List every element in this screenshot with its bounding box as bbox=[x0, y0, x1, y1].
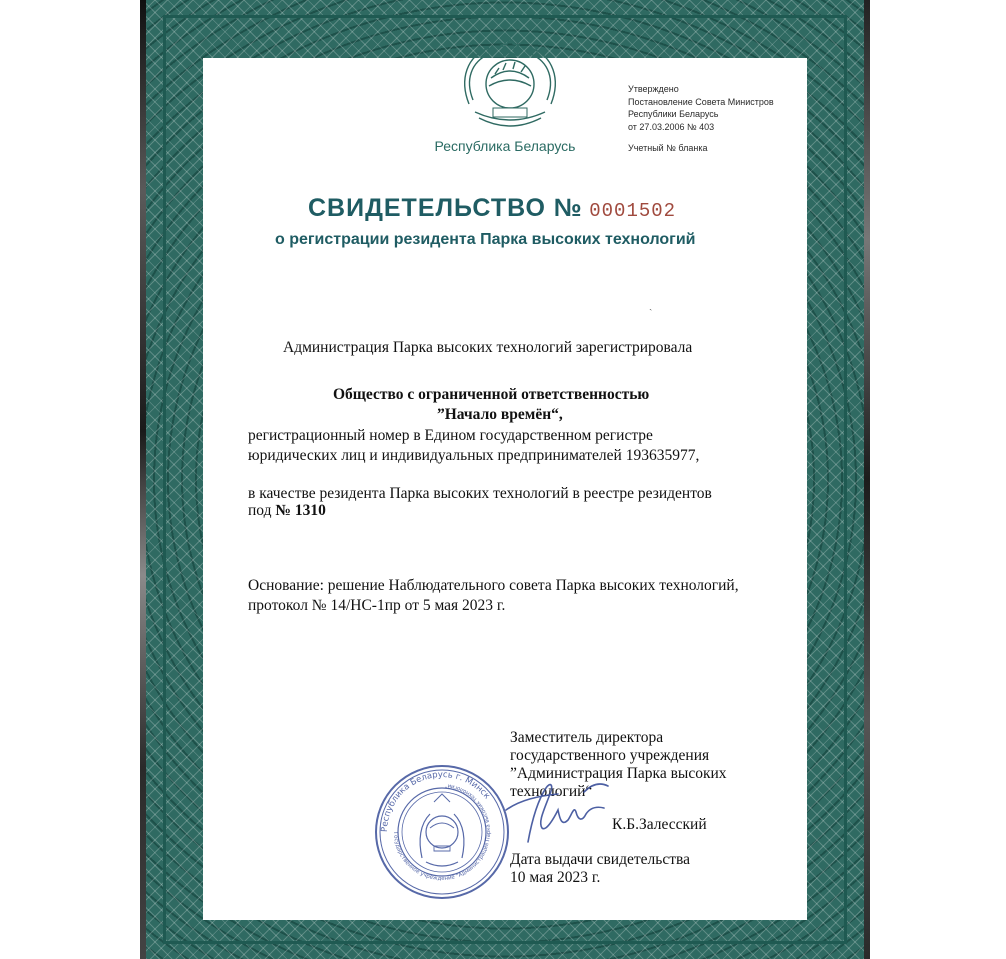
signatory-name: К.Б.Залесский bbox=[612, 816, 707, 833]
resident-line-1: в качестве резидента Парка высоких технологий в реестре резидентов bbox=[248, 485, 712, 502]
signatory-title-2: государственного учреждения bbox=[510, 747, 710, 764]
resident-under: под bbox=[248, 502, 272, 519]
signatory-title-4: технологий“ bbox=[510, 783, 593, 800]
issue-date: 10 мая 2023 г. bbox=[510, 869, 601, 886]
approval-note bbox=[628, 83, 808, 133]
state-emblem-icon bbox=[455, 34, 565, 139]
company-name: ”Начало времён“, bbox=[437, 406, 563, 423]
stamp-outer-text: Республика Беларусь г. Минск bbox=[379, 769, 492, 833]
approval-line: Республики Беларусь bbox=[628, 109, 719, 119]
signature-mark bbox=[488, 770, 628, 850]
basis-line-2: протокол № 14/НС-1пр от 5 мая 2023 г. bbox=[248, 597, 506, 614]
issue-date-label: Дата выдачи свидетельства bbox=[510, 851, 690, 868]
resident-number: № 1310 bbox=[275, 502, 326, 519]
registration-line-2: юридических лиц и индивидуальных предпринимателей 193635977, bbox=[248, 447, 700, 464]
country-name: Республика Беларусь bbox=[434, 138, 576, 154]
certificate-number: 0001502 bbox=[589, 200, 677, 222]
company-type: Общество с ограниченной ответственностью bbox=[333, 386, 650, 403]
stamp-text bbox=[380, 770, 497, 887]
blank-number-label: Учетный № бланка bbox=[628, 143, 708, 153]
scan-edge-right bbox=[864, 0, 870, 959]
approval-line: Постановление Совета Министров bbox=[628, 96, 774, 107]
signatory-title-1: Заместитель директора bbox=[510, 729, 664, 746]
approval-line: от 27.03.2006 № 403 bbox=[628, 121, 715, 132]
scan-mark: ˎ bbox=[649, 300, 653, 311]
approval-line: Утверждено bbox=[628, 84, 679, 94]
resident-line-2 bbox=[248, 502, 326, 520]
stamp-inner-text: Государственное учреждение "Администрация Парка высоких технологий" bbox=[391, 782, 493, 883]
registration-line-1: регистрационный номер в Едином государственном регистре bbox=[248, 427, 653, 444]
certificate-title bbox=[308, 194, 676, 223]
title-text: СВИДЕТЕЛЬСТВО № bbox=[308, 194, 583, 222]
certificate-subtitle: о регистрации резидента Парка высоких технологий bbox=[275, 231, 696, 248]
intro-text: Администрация Парка высоких технологий зарегистрировала bbox=[283, 339, 693, 356]
basis-line-1: Основание: решение Наблюдательного совета Парка высоких технологий, bbox=[248, 577, 739, 594]
signatory-title-3: ”Администрация Парка высоких bbox=[510, 765, 727, 782]
